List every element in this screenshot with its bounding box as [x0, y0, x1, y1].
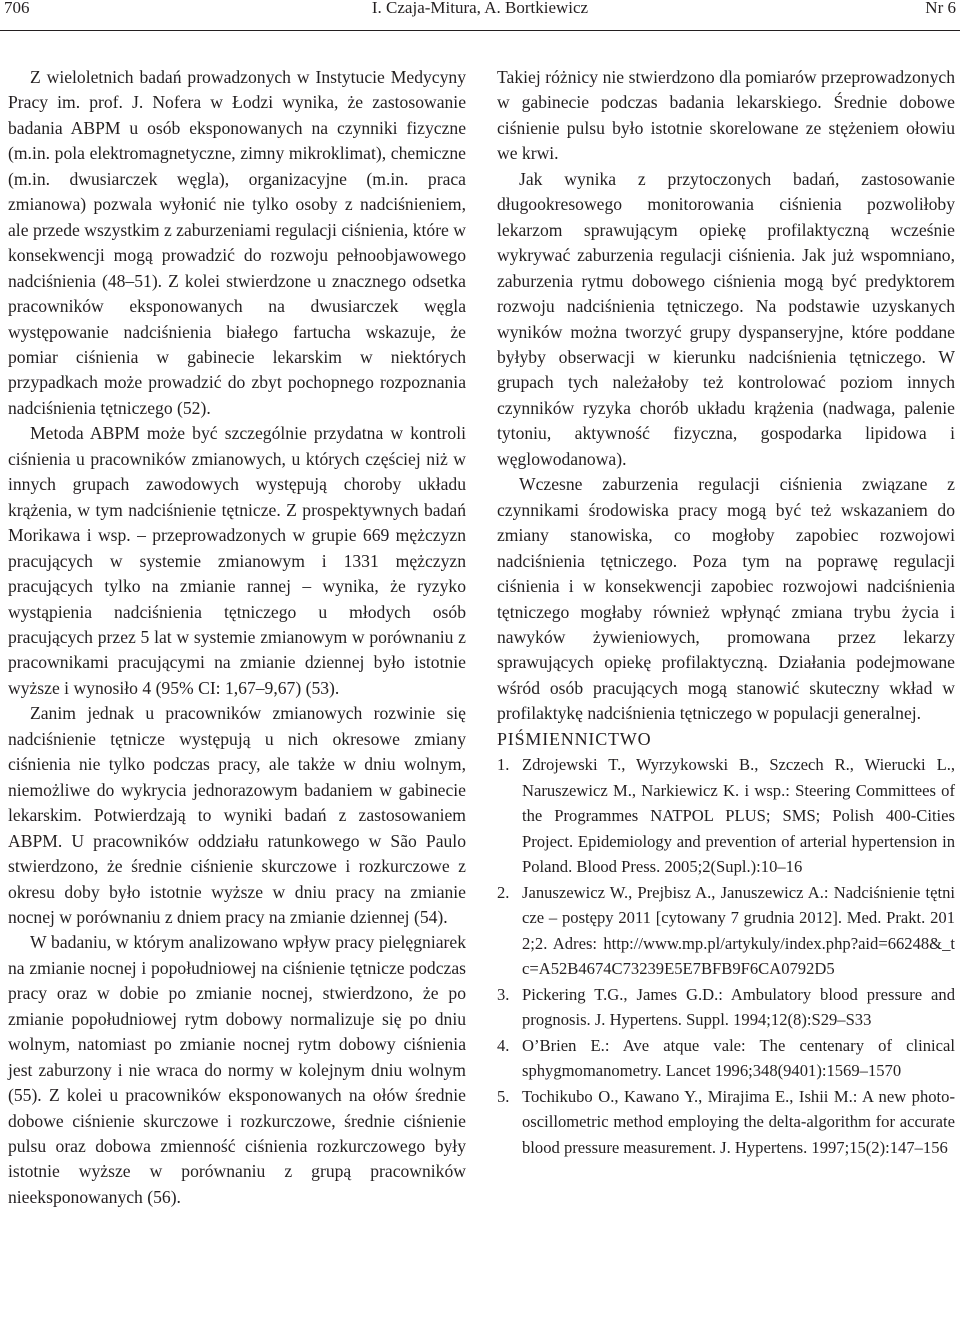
reference-item [497, 752, 955, 880]
reference-number: 1. [497, 755, 510, 775]
body-paragraph: Zanim jednak u pracowników zmianowych rozwinie się nadciśnienie tętnicze występują u nich okresowe zmiany ciśnienia nie tylko podczas pracy, ale także w dniu wolnym, niemożliwe do wykrycia jednorazowym badaniem w gabinecie lekarskim. Potwierdzają to wyniki badań z zastosowaniem ABPM. U pracowników oddziału ratunkowego w São Paulo stwierdzono, że średnie ciśnienie skurczowe i rozkurczowe z okresu doby było istotnie wyższe w dniu pracy na zmianie nocnej w porównaniu z dniem pracy na zmianie dziennej (54). [8, 703, 466, 927]
reference-item [497, 982, 955, 1033]
reference-number: 5. [497, 1086, 510, 1106]
reference-number: 3. [497, 984, 510, 1004]
running-header-authors: I. Czaja-Mitura, A. Bortkiewicz [371, 0, 589, 17]
body-paragraph: Metoda ABPM może być szczególnie przydatna w kontroli ciśnienia u pracowników zmianowych, u których częściej niż w innych grupach zawodowych występują choroby układu krążenia, w tym nadciśnienie tętnicze. Z prospektywnych badań Morikawa i wsp. – przeprowadzonych w grupie 669 mężczyzn pracujących w systemie zmianowym i 1331 mężczyzn pracujących tylko na zmianie rannej – wynika, że ryzyko wystąpienia nadciśnienia tętniczego u młodych osób pracujących przez 5 lat w systemie zmianowym w porównaniu z pracownikami pracującymi na zmianie dziennej było istotnie wyższe i wynosiło 4 (95% CI: 1,67–9,67) (53). [8, 423, 466, 698]
issue-number: Nr 6 [925, 0, 956, 17]
reference-text: O’Brien E.: Ave atque vale: The centenary of clinical sphygmomanometry. Lancet 1996;348(9401):1569–1570 [522, 1035, 955, 1081]
body-paragraph: Wczesne zaburzenia regulacji ciśnienia związane z czynnikami środowiska pracy mogą być też wskazaniem do zmiany stanowiska, co mogłoby zapobiec rozwojowi nadciśnienia tętniczego. Poza tym na poprawę regulacji ciśnienia i w konsekwencji zapobiec rozwojowi nadciśnienia tętniczego mogłaby również wpłynąć zmiana trybu życia i nawyków żywieniowych, promowana przez lekarzy sprawujących opiekę profilaktyczną. Działania podejmowane wśród osób pracujących mogą stanowić skuteczny wkład w profilaktykę nadciśnienia tętniczego w populacji generalnej. [497, 474, 955, 724]
reference-number: 4. [497, 1035, 510, 1055]
reference-text: Zdrojewski T., Wyrzykowski B., Szczech R., Wierucki L., Naruszewicz M., Narkiewicz K. i wsp.: Steering Committees of the Programmes NATPOL PLUS; SMS; Polish 400-Cities Project. Epidemiology and prevention of arterial hypertension in Poland. Blood Press. 2005;2(Supl.):10–16 [522, 755, 955, 877]
reference-item [497, 880, 955, 982]
reference-text: Tochikubo O., Kawano Y., Mirajima E., Ishii M.: A new photo-oscillometric method employing the delta-algorithm for accurate blood pressure measurement. J. Hypertens. 1997;15(2):147–156 [522, 1086, 955, 1157]
body-paragraph: Jak wynika z przytoczonych badań, zastosowanie długookresowego monitorowania ciśnienia pozwoliłoby lekarzom sprawującym opiekę profilaktyczną wcześnie wykrywać zaburzenia regulacji ciśnienia. Jak już wspomniano, zaburzenia rytmu dobowego ciśnienia mogą być predyktorem rozwoju nadciśnienia tętniczego. Na podstawie uzyskanych wyników można tworzyć grupy dyspanseryjne, które poddane byłyby obserwacji w kierunku nadciśnienia tętniczego. W grupach tych należałoby też kontrolować poziom innych czynników ryzyka chorób układu krążenia (nadwaga, palenie tytoniu, aktywność fizyczna, gospodarka lipidowa i węglowodanowa). [497, 168, 955, 469]
body-paragraph: Z wieloletnich badań prowadzonych w Instytucie Medycyny Pracy im. prof. J. Nofera w Łodzi wynika, że zastosowanie badania ABPM u osób eksponowanych na czynniki fizyczne (m.in. pola elektromagnetyczne, zimny mikroklimat), chemiczne (m.in. dwusiarczek węgla), organizacyjne (m.in. praca zmianowa) pozwala wyłonić nie tylko osoby z nadciśnieniem, ale przede wszystkim z zaburzeniami regulacji ciśnienia, które w konsekwencji mogą prowadzić do rozwoju pełnoobjawowego nadciśnienia (48–51). Z kolei stwierdzone u znacznego odsetka pracowników eksponowanych na dwusiarczek węgla występowanie nadciśnienia białego fartucha wskazuje, że pomiar ciśnienia w gabinecie lekarskim w niektórych przypadkach może prowadzić do zbyt pochopnego rozpoznania nadciśnienia tętniczego (52). [8, 67, 466, 418]
body-paragraph: Takiej różnicy nie stwierdzono dla pomiarów przeprowadzonych w gabinecie podczas badania lekarskiego. Średnie dobowe ciśnienie pulsu było istotnie skorelowane ze stężeniem ołowiu we krwi. [497, 67, 955, 164]
header-rule [0, 30, 960, 31]
page-number: 706 [4, 0, 30, 17]
reference-item [497, 1033, 955, 1084]
reference-text: Pickering T.G., James G.D.: Ambulatory blood pressure and prognosis. J. Hypertens. Suppl. 1994;12(8):S29–S33 [522, 984, 955, 1030]
right-column [497, 65, 955, 1160]
reference-number: 2. [497, 882, 510, 902]
body-paragraph: W badaniu, w którym analizowano wpływ pracy pielęgniarek na zmianie nocnej i popołudniowej na ciśnienie tętnicze podczas pracy oraz w dobie po zmianie nocnej, stwierdzono, że po zmianie popołudniowej rytm dobowy normalizuje się po dniu wolnym, natomiast po zmianie nocnej rytm dobowy ciśnienia jest zaburzony i nie wraca do normy w kolejnym dniu wolnym (55). Z kolei u pracowników eksponowanych na ołów średnie dobowe ciśnienie skurczowe i rozkurczowe, średnie ciśnienie pulsu oraz dobowa zmienność ciśnienia rozkurczowego były istotnie wyższe w porównaniu z grupą pracowników nieeksponowanych (56). [8, 932, 466, 1207]
references-heading: PIŚMIENNICTWO [497, 728, 652, 749]
left-column [8, 65, 466, 1210]
references-list [497, 752, 955, 1160]
running-header [0, 0, 960, 32]
reference-text: Januszewicz W., Prejbisz A., Januszewicz A.: Nadciśnienie tętnicze – postępy 2011 [cytowany 7 grudnia 2012]. Med. Prakt. 2012;2. Adres: http://www.mp.pl/artykuly/index.php?aid=66248&_tc=A52B4674C73239E5E7BFB9F6CA0792D5 [522, 882, 955, 979]
reference-item [497, 1084, 955, 1161]
